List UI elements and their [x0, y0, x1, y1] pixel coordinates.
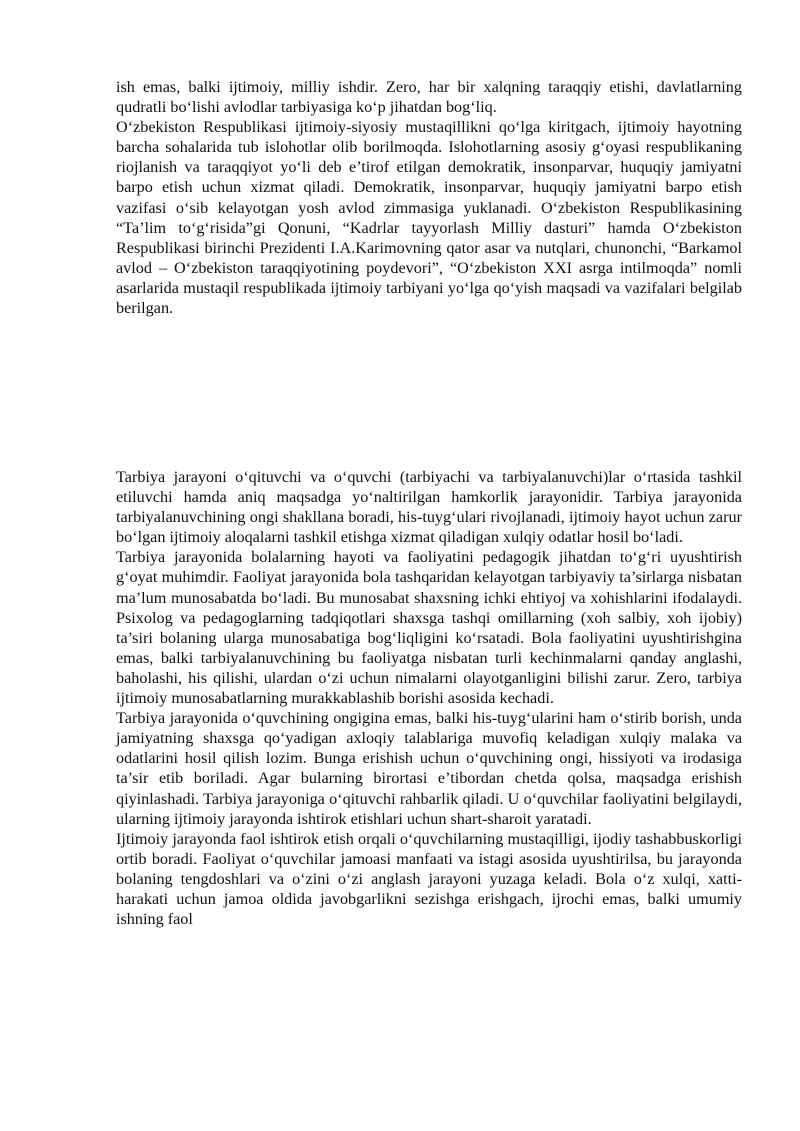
- paragraph-activity-organization: Tarbiya jarayonida bolalarning hayoti va faoliyatini pedagogik jihatdan to‘g‘ri uyushtirish g‘oyat muhimdir. Faoliyat jarayonida bola tashqaridan kelayotgan tarbiyaviy ta’sirlarga nisbatan ma’lum munosabatda bo‘ladi. Bu munosabat shaxsning ichki ehtiyoj va xohishlarini ifodalaydi. Psixolog va pedagoglarning tadqiqotlari shaxsga tashqi omillarning (xoh salbiy, xoh ijobiy) ta’siri bolaning ularga munosabatiga bog‘liqligini ko‘rsatadi. Bola faoliyatini uyushtirishgina emas, balki tarbiyalanuvchining bu faoliyatga nisbatan turli kechinmalarni qanday anglashi, baholashi, his qilishi, ulardan o‘zi uchun nimalarni olayotganligini bilishi zarur. Zero, tarbiya ijtimoiy munosabatlarning murakkablashib borishi asosida kechadi.: [116, 548, 742, 708]
- top-text-block: [116, 77, 742, 318]
- paragraph-reforms: O‘zbekiston Respublikasi ijtimoiy-siyosiy mustaqillikni qo‘lga kiritgach, ijtimoiy hayotning barcha sohalarida tub islohotlar olib borilmoqda. Islohotlarning asosiy g‘oyasi respublikaning riojlanish va taraqqiyot yo‘li deb e’tirof etilgan demokratik, insonparvar, huquqiy jamiyatni barpo etish uchun xizmat qiladi. Demokratik, insonparvar, huquqiy jamiyatni barpo etish vazifasi o‘sib kelayotgan yosh avlod zimmasiga yuklanadi. O‘zbekiston Respublikasining “Ta’lim to‘g‘risida”gi Qonuni, “Kadrlar tayyorlash Milliy dasturi” hamda O‘zbekiston Respublikasi birinchi Prezidenti I.A.Karimovning qator asar va nutqlari, chunonchi, “Barkamol avlod – O‘zbekiston taraqqiyotining poydevori”, “O‘zbekiston XXI asrga intilmoqda” nomli asarlarida mustaqil respublikada ijtimoiy tarbiyani yo‘lga qo‘yish maqsadi va vazifalari belgilab berilgan.: [116, 118, 742, 318]
- paragraph-student-feelings: Tarbiya jarayonida o‘quvchining ongigina emas, balki his-tuyg‘ularini ham o‘stirib borish, unda jamiyatning shaxsga qo‘yadigan axloqiy talablariga muvofiq keladigan xulqiy malaka va odatlarini hosil qilish lozim. Bunga erishish uchun o‘quvchining ongi, hissiyoti va irodasiga ta’sir etib boriladi. Agar bularning birortasi e’tibordan chetda qolsa, maqsadga erishish qiyinlashadi. Tarbiya jarayoniga o‘qituvchi rahbarlik qiladi. U o‘quvchilar faoliyatini belgilaydi, ularning ijtimoiy jarayonda ishtirok etishlari uchun shart-sharoit yaratadi.: [116, 709, 742, 828]
- paragraph-upbringing-process: Tarbiya jarayoni o‘qituvchi va o‘quvchi (tarbiyachi va tarbiyalanuvchi)lar o‘rtasida tashkil etiluvchi hamda aniq maqsadga yo‘naltirilgan hamkorlik jarayonidir. Tarbiya jarayonida tarbiyalanuvchining ongi shakllana boradi, his-tuyg‘ulari rivojlanadi, ijtimoiy hayot uchun zarur bo‘lgan ijtimoiy aloqalarni tashkil etishga xizmat qiladigan xulqiy odatlar hosil bo‘ladi.: [116, 468, 742, 547]
- bottom-text-block: [116, 467, 742, 929]
- paragraph-continuation: ish emas, balki ijtimoiy, milliy ishdir. Zero, har bir xalqning taraqqiy etishi, davlatlarning qudratli bo‘lishi avlodlar tarbiyasiga ko‘p jihatdan bog‘liq.: [116, 78, 742, 117]
- paragraph-social-participation: Ijtimoiy jarayonda faol ishtirok etish orqali o‘quvchilarning mustaqilligi, ijodiy tashabbuskorligi ortib boradi. Faoliyat o‘quvchilar jamoasi manfaati va istagi asosida uyushtirilsa, bu jarayonda bolaning tengdoshlari va o‘zini o‘zi anglash jarayoni yuzaga keladi. Bola o‘z xulqi, xatti-harakati uchun jamoa oldida javobgarlikni sezishga erishgach, ijrochi emas, balki umumiy ishning faol: [116, 829, 742, 929]
